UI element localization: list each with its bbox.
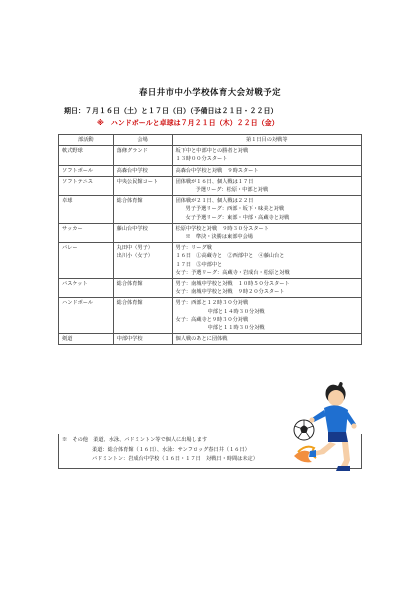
table-row xyxy=(59,196,362,224)
venue-line: 丸田中（男子） xyxy=(116,245,153,252)
detail-line: 高森台中学校と対戦 ９時スタート xyxy=(175,167,259,174)
sport-cell: バスケット xyxy=(59,279,114,298)
venue-cell xyxy=(113,334,172,345)
soccer-ball-icon xyxy=(294,420,314,440)
detail-line: 松原中学校と対戦 ９時３０分スタート xyxy=(175,225,269,232)
sport-cell: バレー xyxy=(59,243,114,279)
venue-cell xyxy=(113,176,172,195)
sport-cell: 剣道 xyxy=(59,334,114,345)
detail-line: 団体戦が２１日、個人戦は２２日 xyxy=(175,198,254,205)
page-title: 春日井市中小学校体育大会対戦予定 xyxy=(139,87,281,97)
venue-cell xyxy=(113,223,172,242)
venue-line: 総合体育館 xyxy=(116,300,143,307)
detail-line: ※ 準決・決勝は東部中会場 xyxy=(185,234,253,241)
venue-cell xyxy=(113,146,172,165)
details-cell xyxy=(172,165,361,176)
soccer-player-illustration xyxy=(290,378,366,474)
table-row xyxy=(59,165,362,176)
venue-line: 中央公民館コート xyxy=(116,178,159,185)
note-text: ※ ハンドボールと卓球は７月２１日（木）２２日（金） xyxy=(97,119,279,127)
table-row xyxy=(59,298,362,334)
header-sport: 部活動 xyxy=(59,135,114,146)
details-cell xyxy=(172,279,361,298)
table-row xyxy=(59,146,362,165)
detail-line: １６日 ①高蔵寺と ②西部中と ④藤山台と xyxy=(175,253,285,260)
detail-line: 男子：西部と１２時３０分対戦 xyxy=(175,300,249,307)
details-cell xyxy=(172,334,361,345)
table-row xyxy=(59,334,362,345)
venue-cell xyxy=(113,279,172,298)
detail-line: 男子：リーグ戦 xyxy=(175,245,212,252)
details-cell xyxy=(172,298,361,334)
venue-line: 総合体育館 xyxy=(116,198,143,205)
detail-line: １７日 ⑤中部中と xyxy=(175,261,223,268)
details-cell xyxy=(172,243,361,279)
details-cell xyxy=(172,223,361,242)
detail-line: 女子：高蔵寺と９時３０分対戦 xyxy=(175,316,249,323)
venue-cell xyxy=(113,298,172,334)
venue-cell xyxy=(113,243,172,279)
detail-line: 女子：南城中学校と対戦 ９時２０分スタート xyxy=(175,289,285,296)
detail-line: １３時００分スタート xyxy=(175,156,228,163)
detail-line: 中部と１１時３０分対戦 xyxy=(207,325,265,332)
venue-line: 総合体育館 xyxy=(116,281,143,288)
sport-cell: 軟式野球 xyxy=(59,146,114,165)
detail-line: 個人戦のあとに団体戦 xyxy=(175,336,228,343)
sport-cell: サッカー xyxy=(59,223,114,242)
table-row xyxy=(59,176,362,195)
venue-line: 落條グランド xyxy=(116,148,148,155)
detail-line: 男子予選リーグ：西部・坂下・味美と対戦 xyxy=(185,206,285,213)
footer-line: ※ その他 柔道、水泳、バドミントン等で個人に出場します xyxy=(62,437,208,443)
table-row xyxy=(59,223,362,242)
sport-cell: 卓球 xyxy=(59,196,114,224)
sport-cell: ソフトボール xyxy=(59,165,114,176)
sport-cell: ハンドボール xyxy=(59,298,114,334)
sport-cell: ソフトテニス xyxy=(59,176,114,195)
detail-line: 男子：南城中学校と対戦 １０時５０分スタート xyxy=(175,281,290,288)
table-row xyxy=(59,279,362,298)
detail-line: 予選リーグ：松原・中部と対戦 xyxy=(195,187,269,194)
venue-line: 中部中学校 xyxy=(116,336,143,343)
detail-line: 女子予選リーグ：東部・中部・高蔵寺と対戦 xyxy=(185,214,290,221)
venue-line: 藤山台中学校 xyxy=(116,225,148,232)
footer-line: バドミントン：岩成台中学校（１６日・１７日 対戦日・時間は未定） xyxy=(92,456,258,463)
schedule-table xyxy=(58,134,362,345)
details-cell xyxy=(172,196,361,224)
header-details: 第１日目の対戦等 xyxy=(172,135,361,146)
footer-line: 柔道：総合体育館（１６日）、水泳：サンフロッグ春日井（１６日） xyxy=(92,446,250,453)
venue-cell xyxy=(113,196,172,224)
period-text: 期日：７月１６日（土）と１７日（日）（予備日は２１日・２２日） xyxy=(64,107,278,115)
table-header-row xyxy=(59,135,362,146)
venue-cell xyxy=(113,165,172,176)
venue-line: 出川小（女子） xyxy=(116,253,153,260)
detail-line: 団体戦が１６日、個人戦は１７日 xyxy=(175,178,254,185)
venue-line: 高森台中学校 xyxy=(116,167,148,174)
detail-line: 坂下中と中部中との勝者と対戦 xyxy=(175,148,249,155)
table-row xyxy=(59,243,362,279)
details-cell xyxy=(172,176,361,195)
header-venue: 会場 xyxy=(113,135,172,146)
detail-line: 女子：予選リーグ：高蔵寺・岩成台・松原と対戦 xyxy=(175,269,290,276)
details-cell xyxy=(172,146,361,165)
detail-line: 中部と１４時３０分対戦 xyxy=(207,308,265,315)
